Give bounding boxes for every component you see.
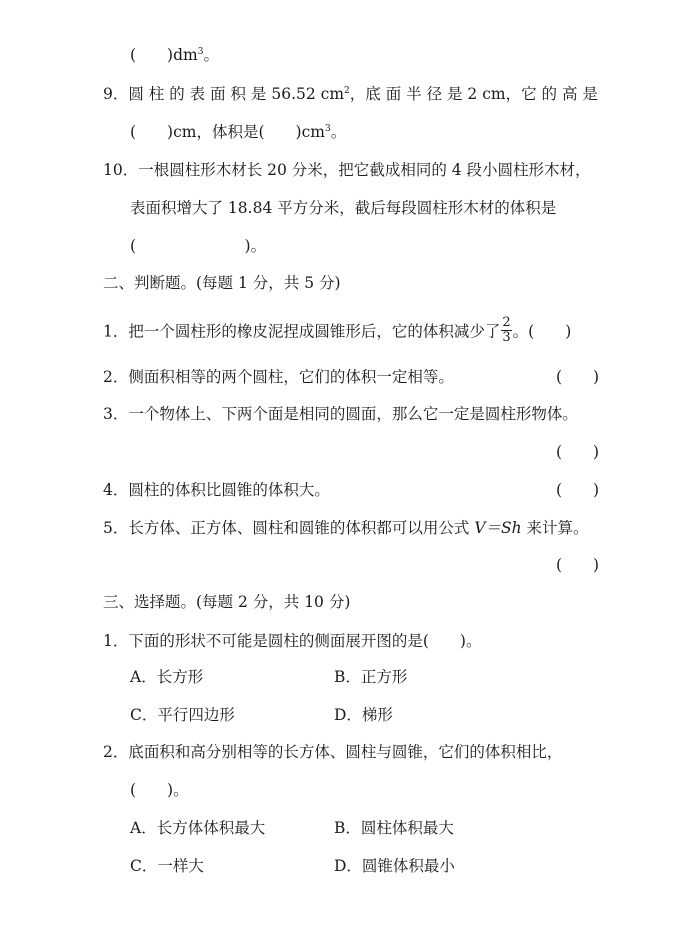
judge-item-3 (103, 403, 578, 425)
judge-3-answer-paren[interactable]: ( ) (556, 443, 600, 461)
q9-volume-exponent: 3 (324, 124, 331, 134)
judge-2-number: 2． (103, 368, 129, 386)
q8-answer-line (130, 44, 219, 66)
choice-2-option-b[interactable]: B．圆柱体积最大 (334, 819, 454, 837)
choice-2-option-a[interactable]: A．长方体体积最大 (130, 819, 266, 837)
fraction-numerator: 2 (502, 315, 511, 330)
choice-q1 (103, 630, 481, 652)
judge-4-answer-paren[interactable]: ( ) (556, 481, 600, 499)
q9-line1 (103, 83, 598, 105)
judge-section-heading: 二、判断题。(每题 1 分，共 5 分) (103, 274, 341, 292)
q10-number: 10． (103, 161, 139, 179)
q9-end: 。 (330, 123, 347, 141)
judge-3-number: 3． (103, 405, 129, 423)
judge-5-text-a: 长方体、正方体、圆柱和圆锥的体积都可以用公式 (128, 519, 475, 537)
volume-formula: V＝Sh (474, 519, 522, 537)
choice-2-number: 2． (103, 743, 129, 761)
judge-item-1 (103, 315, 572, 347)
choice-2-answer-paren[interactable]: ( )。 (130, 781, 189, 799)
judge-1-text: 把一个圆柱形的橡皮泥捏成圆锥形后，它的体积减少了 (128, 322, 501, 341)
judge-3-text: 一个物体上、下两个面是相同的圆面，那么它一定是圆柱形物体。 (128, 405, 578, 423)
judge-item-4 (103, 479, 330, 501)
choice-1-option-d[interactable]: D．梯形 (334, 706, 393, 724)
q10-answer-blank[interactable]: ( )。 (130, 237, 267, 255)
choice-1-option-b[interactable]: B．正方形 (334, 668, 408, 686)
q8-unit: dm (173, 46, 198, 64)
judge-4-text: 圆柱的体积比圆锥的体积大。 (128, 481, 330, 499)
judge-4-number: 4． (103, 481, 129, 499)
q8-end: 。 (203, 46, 219, 64)
choice-1-number: 1． (103, 632, 129, 650)
judge-5-number: 5． (103, 519, 129, 537)
q9-text-1-tail: ，底 面 半 径 是 2 cm，它 的 高 是 (349, 85, 598, 103)
judge-2-text: 侧面积相等的两个圆柱，它们的体积一定相等。 (128, 368, 454, 386)
choice-2-option-c[interactable]: C．一样大 (130, 857, 204, 875)
q9-number: 9． (103, 85, 129, 103)
q9-line2[interactable] (130, 121, 346, 143)
choice-2-text: 底面积和高分别相等的长方体、圆柱与圆锥，它们的体积相比， (128, 743, 563, 761)
q8-unit-exponent: 3 (197, 47, 204, 57)
q9-text-1: 圆 柱 的 表 面 积 是 56.52 cm (128, 85, 345, 103)
judge-item-2 (103, 366, 454, 388)
q8-blank[interactable]: ( ) (130, 46, 174, 64)
q10-line1 (103, 159, 591, 181)
q9-answer-blanks[interactable]: ( )cm，体积是( )cm (130, 123, 325, 141)
q10-line2: 表面积增大了 18.84 平方分米，截后每段圆柱形木材的体积是 (130, 199, 557, 217)
choice-q2 (103, 741, 562, 763)
judge-1-number: 1． (103, 322, 129, 341)
two-thirds-fraction (501, 316, 511, 345)
judge-1-answer-paren[interactable]: 。( ) (512, 322, 572, 341)
choice-1-text: 下面的形状不可能是圆柱的侧面展开图的是( )。 (128, 632, 482, 650)
judge-5-text-b: 来计算。 (521, 519, 589, 537)
choice-1-option-a[interactable]: A．长方形 (130, 668, 204, 686)
choice-1-option-c[interactable]: C．平行四边形 (130, 706, 235, 724)
q9-area-exponent: 2 (344, 86, 350, 96)
choice-section-heading: 三、选择题。(每题 2 分，共 10 分) (103, 593, 351, 611)
judge-2-answer-paren[interactable]: ( ) (556, 368, 600, 386)
judge-5-answer-paren[interactable]: ( ) (556, 556, 600, 574)
q10-text-1: 一根圆柱形木材长 20 分米，把它截成相同的 4 段小圆柱形木材， (138, 161, 591, 179)
judge-item-5 (103, 517, 589, 539)
choice-2-option-d[interactable]: D．圆锥体积最小 (334, 857, 455, 875)
fraction-denominator: 3 (502, 330, 511, 345)
